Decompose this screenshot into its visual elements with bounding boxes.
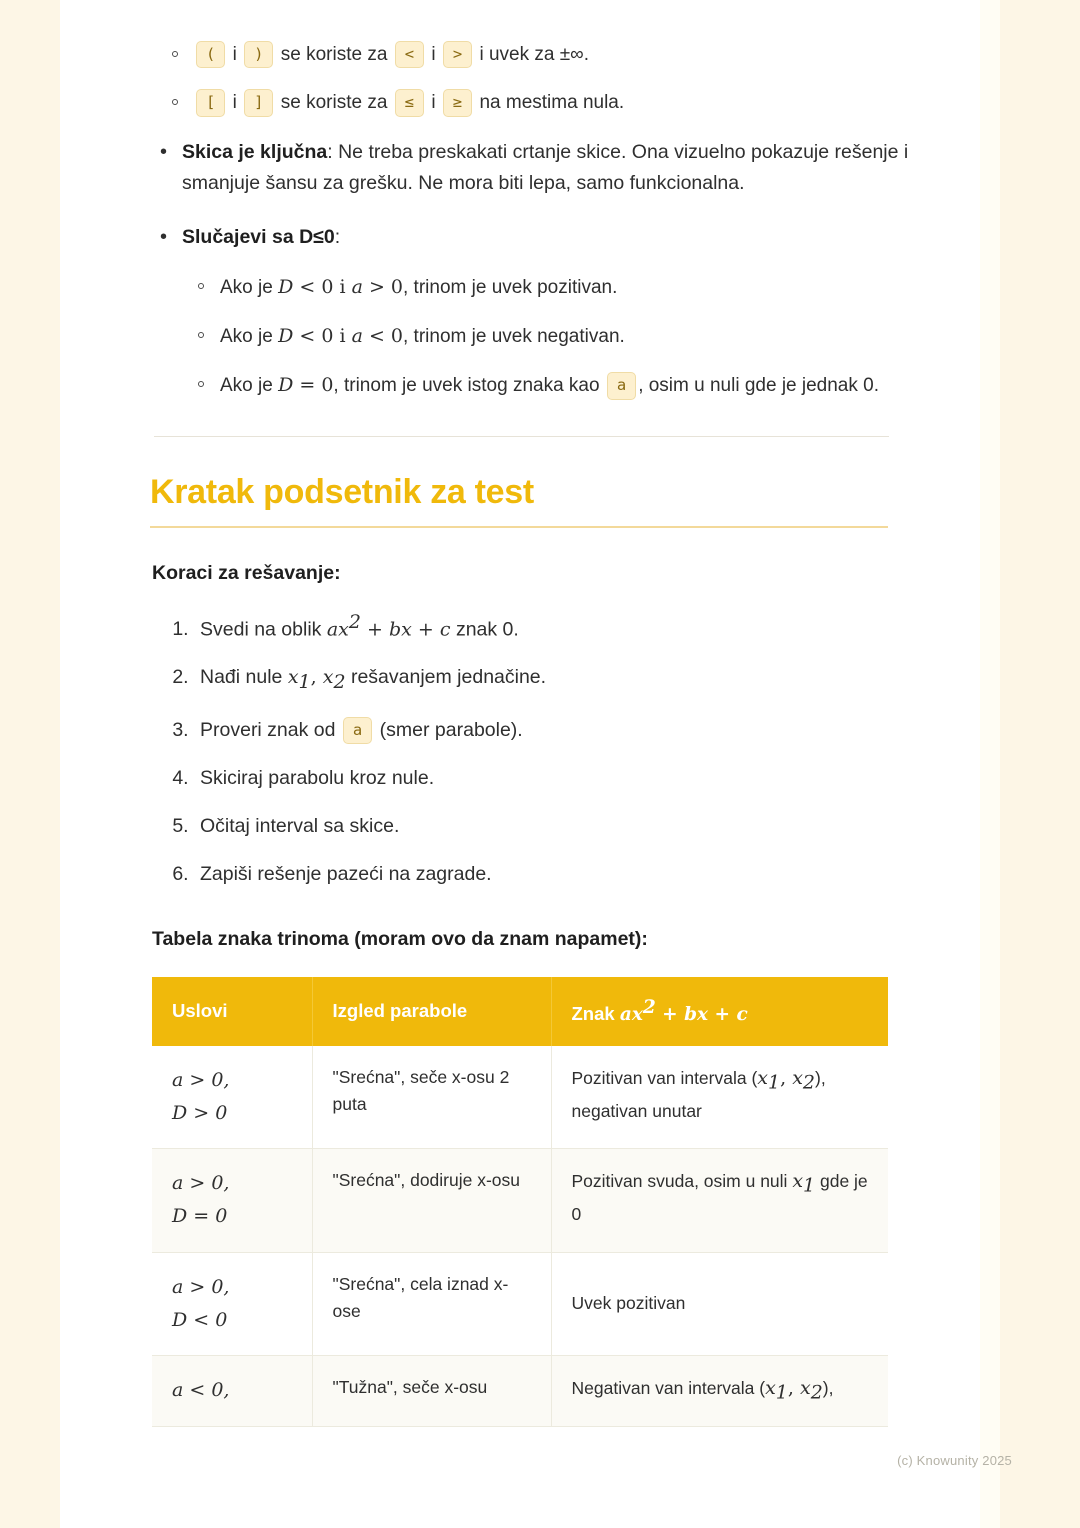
section-divider xyxy=(154,436,889,437)
rule-text-end: na mestima nula. xyxy=(479,92,625,114)
cell-znak: Negativan van intervala ($x_1$, $x_2$), xyxy=(551,1356,888,1427)
column-header-izgled: Izgled parabole xyxy=(312,977,551,1045)
case-suffix: , trinom je uvek pozitivan. xyxy=(403,276,618,298)
cell-izgled: "Srećna", cela iznad x-ose xyxy=(312,1252,551,1356)
separator-text-2: i xyxy=(431,44,436,65)
code-chip-less-than: < xyxy=(395,41,424,68)
steps-heading: Koraci za rešavanje: xyxy=(152,561,341,584)
cell-znak: Pozitivan van intervala ($x_1$, $x_2$), negativan unutar xyxy=(551,1046,888,1149)
step-text-post: (smer parabole). xyxy=(379,718,523,741)
skica-label: Skica je ključna xyxy=(182,140,328,163)
step-item-1: 1. Svedi na oblik $ax^2$ + bx + c znak 0. xyxy=(194,607,910,646)
step-item-2: 2. Nađi nule $x_1$, $x_2$ rešavanjem jednačine. xyxy=(194,662,910,697)
separator-text: i xyxy=(232,92,237,114)
table-row xyxy=(152,1252,888,1356)
condition-line-1: a > 0, xyxy=(172,1172,230,1195)
condition-line-2: D = 0 xyxy=(172,1205,228,1228)
condition-line-1: a < 0, xyxy=(172,1379,230,1402)
code-chip-a: a xyxy=(607,372,636,399)
main-bullet-list xyxy=(150,137,910,254)
code-chip-open-bracket: [ xyxy=(196,89,225,116)
step-item-5 xyxy=(194,811,910,842)
step-text-pre: Zapiši rešenje pazeći na zagrade. xyxy=(200,863,492,886)
cell-uslovi xyxy=(152,1252,312,1356)
table-heading: Tabela znaka trinoma (moram ovo da znam napamet): xyxy=(152,928,648,951)
code-chip-less-equal: ≤ xyxy=(395,89,424,116)
cell-izgled: "Srećna", seče x-osu 2 puta xyxy=(312,1046,551,1149)
step-text-pre: Nađi nule xyxy=(200,666,283,689)
solution-steps-list xyxy=(150,607,910,891)
document-content xyxy=(150,40,910,1427)
page-title: Kratak podsetnik za test xyxy=(150,472,534,511)
table-header-row xyxy=(152,977,888,1045)
list-item-case-2: Ako je D < 0 i a < 0, trinom je uvek negativan. xyxy=(176,321,910,352)
list-item-skica xyxy=(150,137,910,200)
step-text-pre: Proveri znak od xyxy=(200,718,336,741)
watermark: (c) Knowunity 2025 xyxy=(897,1453,1012,1468)
column-header-uslovi: Uslovi xyxy=(152,977,312,1045)
list-item-case-1: Ako je D < 0 i a > 0, trinom je uvek pozitivan. xyxy=(176,272,910,303)
cell-izgled: "Srećna", dodiruje x-osu xyxy=(312,1149,551,1253)
code-chip-close-paren: ) xyxy=(244,41,273,68)
list-item-brackets xyxy=(150,88,910,118)
cell-uslovi xyxy=(152,1046,312,1149)
step-item-4 xyxy=(194,763,910,794)
code-chip-open-paren: ( xyxy=(196,41,225,68)
code-chip-close-bracket: ] xyxy=(244,89,273,116)
case-middle: , trinom je uvek istog znaka kao xyxy=(333,375,600,397)
cell-uslovi xyxy=(152,1356,312,1427)
column-header-znak: Znak $ax^2$ + bx + c xyxy=(551,977,888,1045)
table-row xyxy=(152,1046,888,1149)
skica-text: : Ne treba preskakati crtanje skice. Ona vizuelno pokazuje rešenje i smanjuje šansu za grešku. Ne mora biti lepa, samo funkcionalna. xyxy=(182,140,909,195)
step-text-post: znak 0. xyxy=(455,618,519,641)
rule-text-middle: se koriste za xyxy=(280,92,388,114)
condition-line-1: a > 0, xyxy=(172,1275,230,1298)
case-prefix: Ako je xyxy=(220,276,273,298)
step-text-pre: Skiciraj parabolu kroz nule. xyxy=(200,766,435,789)
condition-line-2: D < 0 xyxy=(172,1308,228,1331)
condition-line-1: a > 0, xyxy=(172,1068,230,1091)
cell-izgled: "Tužna", seče x-osu xyxy=(312,1356,551,1427)
step-text-pre: Svedi na oblik xyxy=(200,618,322,641)
title-underline xyxy=(150,526,888,528)
slucajevi-colon: : xyxy=(334,225,341,248)
bracket-rules-list xyxy=(150,40,910,119)
condition-line-2: D > 0 xyxy=(172,1101,228,1124)
sign-table xyxy=(152,977,888,1427)
cell-znak: Pozitivan svuda, osim u nuli $x_1$ gde je 0 xyxy=(551,1149,888,1253)
list-item-parentheses xyxy=(150,40,910,70)
page-edge-strip xyxy=(980,0,1000,1528)
rule-text-middle: se koriste za xyxy=(280,44,388,65)
step-text-pre: Očitaj interval sa skice. xyxy=(200,815,400,838)
step-item-3 xyxy=(194,715,910,746)
slucajevi-list xyxy=(176,272,910,402)
cell-uslovi xyxy=(152,1149,312,1253)
case-math: D xyxy=(278,275,294,298)
separator-text: i xyxy=(232,44,237,65)
case-suffix: , osim u nuli gde je jednak 0. xyxy=(638,375,879,397)
case-prefix: Ako je xyxy=(220,375,273,397)
cell-znak: Uvek pozitivan xyxy=(551,1252,888,1356)
slucajevi-label: Slučajevi sa D≤0 xyxy=(182,225,335,248)
separator-text-2: i xyxy=(431,92,436,114)
document-page xyxy=(60,0,980,1528)
step-text-post: rešavanjem jednačine. xyxy=(350,666,547,689)
table-row xyxy=(152,1149,888,1253)
table-row xyxy=(152,1356,888,1427)
rule-text-end: i uvek za ±∞. xyxy=(479,44,589,65)
list-item-case-3: Ako je D = 0, trinom je uvek istog znaka kao a , osim u nuli gde je jednak 0. xyxy=(176,370,910,401)
code-chip-a: a xyxy=(343,717,372,744)
case-suffix: , trinom je uvek negativan. xyxy=(403,325,625,347)
code-chip-greater-equal: ≥ xyxy=(443,89,472,116)
code-chip-greater-than: > xyxy=(443,41,472,68)
list-item-slucajevi xyxy=(150,222,910,254)
case-prefix: Ako je xyxy=(220,325,273,347)
step-item-6 xyxy=(194,859,910,890)
